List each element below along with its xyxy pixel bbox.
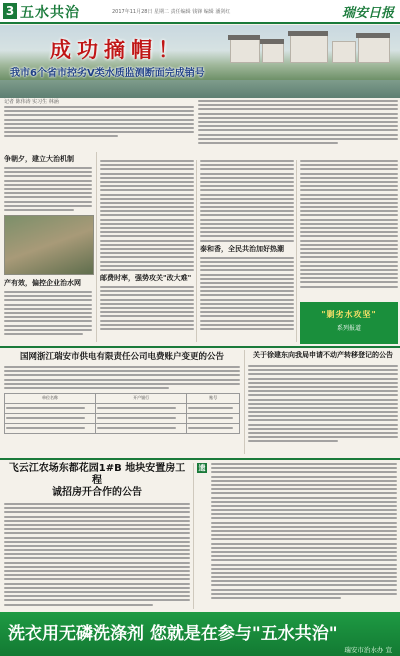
newspaper-logo: 瑞安日报 <box>341 6 394 21</box>
page-header <box>0 0 400 24</box>
table-row <box>5 423 240 433</box>
tender-notice <box>4 463 190 609</box>
article-intro-right <box>198 100 398 156</box>
lost-notice-tag: 遗 <box>198 464 206 472</box>
article-col-3 <box>200 160 294 342</box>
issue-meta: 2017年11月28日 星期二 责任编辑 钱锋 编辑 潘剑红 <box>112 9 231 15</box>
table-row <box>5 413 240 423</box>
byline: 记者 陈伟涛 实习生 林涵 <box>4 99 59 105</box>
tender-title-line-2: 诚招房开合作的公告 <box>52 487 142 498</box>
subhead-4: 泰和香，全民共治加好热潮 <box>200 244 284 253</box>
promo-line-1: "剿劣水攻坚" <box>321 310 377 319</box>
series-promo-box <box>300 302 398 344</box>
article-col-1b <box>4 276 92 342</box>
section-divider <box>0 458 400 460</box>
article-intro <box>4 106 194 150</box>
article-col-1 <box>4 152 92 214</box>
article-col-2 <box>100 160 194 342</box>
banner-slogan: 洗衣用无磷洗涤剂 您就是在参与"五水共治" <box>8 624 338 644</box>
subhead-2: 产有效，偏控企业治水网 <box>4 279 81 287</box>
notice-property-transfer <box>248 350 398 454</box>
footer-banner <box>0 612 400 656</box>
tender-title-line-1: 飞云江农场东都花园1#B 地块安置房工程 <box>8 463 186 486</box>
section-title: 五水共治 <box>20 5 80 21</box>
banner-credit: 瑞安市治水办 宣 <box>344 646 392 654</box>
account-table <box>4 393 240 434</box>
promo-line-2: 系列报道 <box>336 325 361 332</box>
page-number: 3 <box>3 3 17 19</box>
article-photo <box>4 215 94 275</box>
subhead-3: 邮费时率，强势攻关"改大难" <box>100 274 192 283</box>
table-header: 单位名称 <box>5 393 96 403</box>
hero-subtitle: 我市6个省市控劣Ⅴ类水质监测断面完成销号 <box>10 68 205 79</box>
notice-right-title: 关于徐建东向我局申请不动产转移登记的公告 <box>253 351 393 359</box>
table-header: 账号 <box>187 393 240 403</box>
lost-notices-column <box>197 463 397 609</box>
section-divider <box>0 346 400 348</box>
notice-left-title: 国网浙江瑞安市供电有限责任公司电费账户变更的公告 <box>19 352 224 362</box>
subhead-1: 争朝夕，建立大治机制 <box>4 155 74 163</box>
article-col-4 <box>300 160 398 300</box>
hero-title: 成功摘帽！ <box>50 38 185 62</box>
table-row <box>5 403 240 413</box>
notice-power-account <box>4 350 240 454</box>
table-header: 开户银行 <box>96 393 187 403</box>
